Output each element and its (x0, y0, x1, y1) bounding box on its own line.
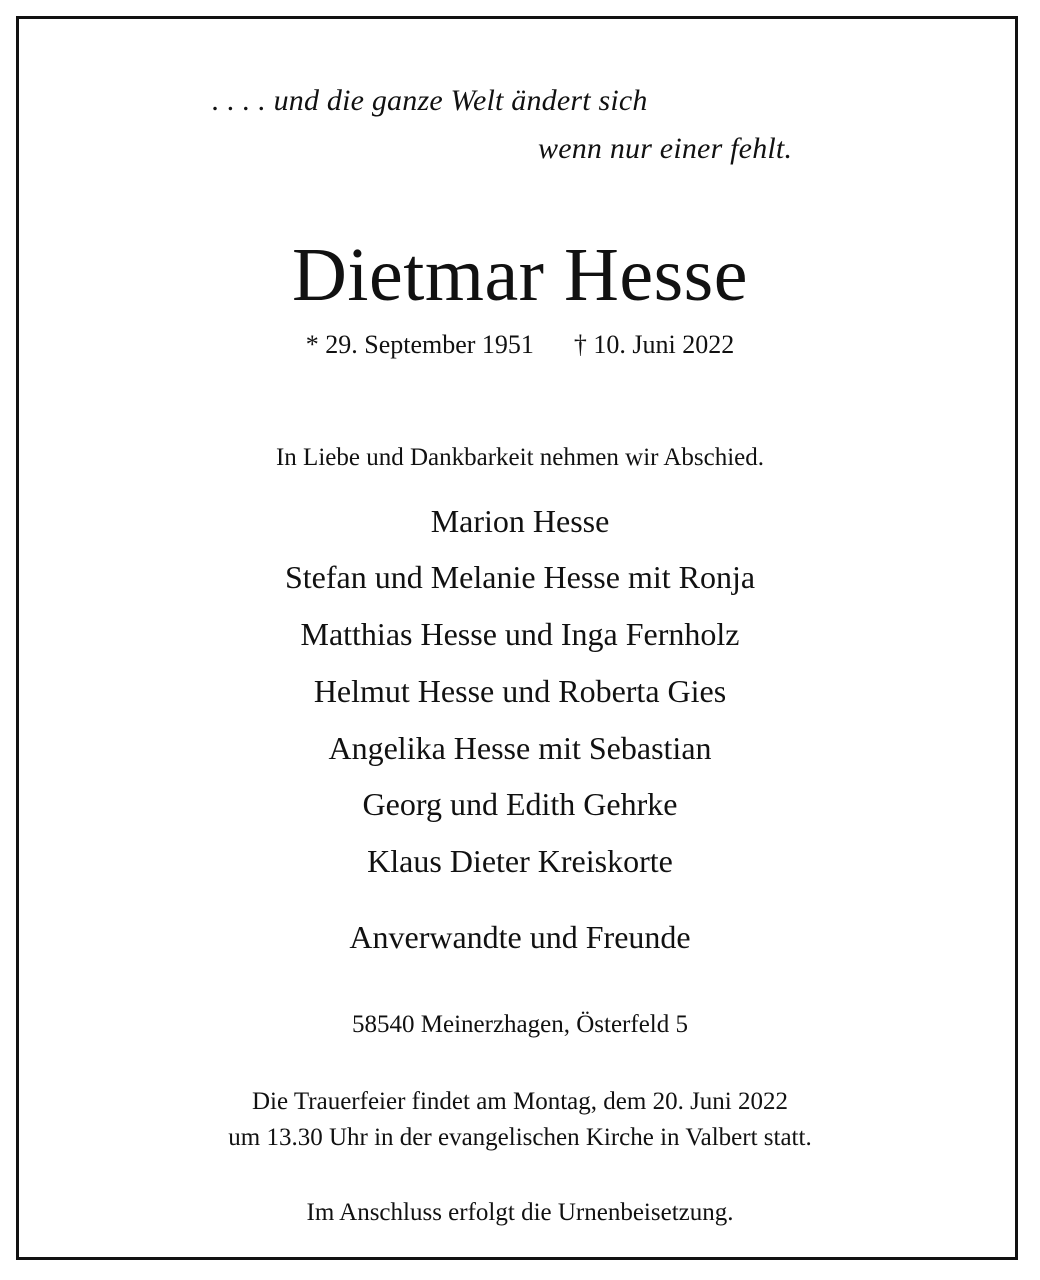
death-date: † 10. Juni 2022 (573, 330, 735, 359)
mourner-name: Angelika Hesse mit Sebastian (328, 730, 712, 766)
funeral-info-line-2: um 13.30 Uhr in der evangelischen Kirche in Valbert statt. (228, 1124, 812, 1151)
funeral-info-line-1: Die Trauerfeier findet am Montag, dem 20. Juni 2022 (251, 1088, 788, 1115)
quote-line-2: wenn nur einer fehlt. (538, 132, 793, 165)
birth-date: * 29. September 1951 (305, 330, 534, 359)
relatives-line: Anverwandte und Freunde (349, 919, 691, 955)
family-address: 58540 Meinerzhagen, Österfeld 5 (352, 1011, 688, 1038)
farewell-intro: In Liebe und Dankbarkeit nehmen wir Abschied. (275, 444, 765, 471)
mourner-name: Helmut Hesse und Roberta Gies (313, 673, 727, 709)
mourner-name: Matthias Hesse und Inga Fernholz (300, 616, 740, 652)
quote-line-1: . . . . und die ganze Welt ändert sich (212, 84, 648, 117)
mourner-name: Marion Hesse (430, 503, 610, 539)
deceased-name: Dietmar Hesse (291, 233, 748, 317)
urn-burial-note: Im Anschluss erfolgt die Urnenbeisetzung. (306, 1199, 734, 1226)
mourner-name: Stefan und Melanie Hesse mit Ronja (284, 559, 756, 595)
life-dates (0, 330, 1040, 360)
mourner-name: Klaus Dieter Kreiskorte (367, 843, 673, 879)
mourner-name: Georg und Edith Gehrke (362, 786, 678, 822)
